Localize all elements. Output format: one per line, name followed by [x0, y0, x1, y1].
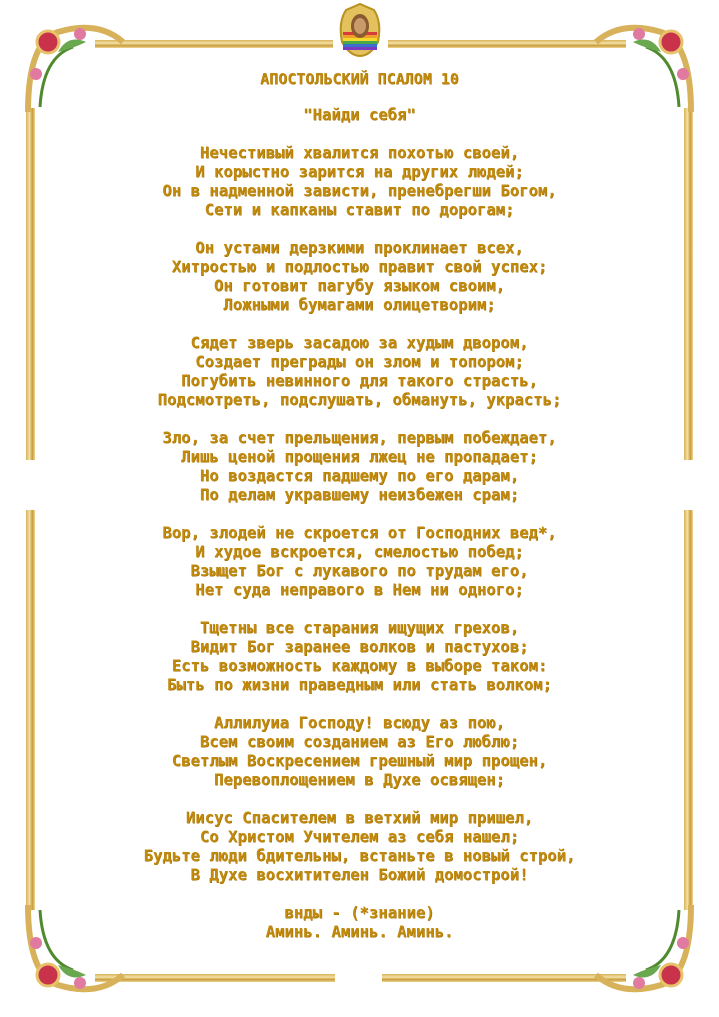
verse-line: Хитростью и подлостью правит свой успех; [171, 258, 548, 276]
verse-line: Вор, злодей не скроется от Господних вед*, [162, 524, 557, 542]
footnote: внды - (*знание) [284, 904, 435, 922]
psalm-text [40, 70, 679, 942]
verse-line: Лишь ценой прощения лжец не пропадает; [181, 448, 538, 466]
stanza [40, 334, 679, 410]
verse-line: И худое вскроется, смелостью побед; [195, 543, 524, 561]
verse-line: Всем своим созданием аз Его люблю; [199, 733, 520, 751]
verse-line: Он в надменной зависти, пренебрегши Богом, [162, 182, 557, 200]
verse-line: Сядет зверь засадою за худым двором, [190, 334, 529, 352]
stanza [40, 524, 679, 600]
verse-line: Но воздастся падшему по его дарам, [199, 467, 520, 485]
verse-line: Ложными бумагами олицетворим; [223, 296, 496, 314]
verse-line: Подсмотреть, подслушать, обмануть, украсть; [157, 391, 562, 409]
verse-line: Нет суда неправого в Нем ни одного; [195, 581, 524, 599]
verse-line: Со Христом Учителем аз себя нашел; [199, 828, 520, 846]
page-subtitle: "Найди себя" [303, 106, 416, 124]
verse-line: В Духе восхитителен Божий домострой! [190, 866, 529, 884]
verse-line: Будьте люди бдительны, встаньте в новый строй, [143, 847, 576, 865]
footer [40, 904, 679, 942]
frame-top-left-bar [95, 40, 333, 48]
frame-bottom-right-bar [382, 974, 626, 982]
verse-line: Тщетны все старания ищущих грехов, [199, 619, 520, 637]
verse-line: Он готовит пагубу языком своим, [213, 277, 506, 295]
frame-left-lower-bar [26, 510, 35, 910]
christ-medallion-icon [336, 2, 384, 58]
verse-line: Создает преграды он злом и топором; [195, 353, 524, 371]
verse-line: По делам укравшему неизбежен срам; [199, 486, 520, 504]
verse-line: Светлым Воскресением грешный мир прощен, [171, 752, 548, 770]
page-title: АПОСТОЛЬСКИЙ ПСАЛОМ 10 [260, 70, 459, 88]
verse-line: Видит Бог заранее волков и пастухов; [190, 638, 529, 656]
frame-bottom-left-bar [95, 974, 335, 982]
verse-line: Иисус Спасителем в ветхий мир пришел, [185, 809, 534, 827]
verse-line: Зло, за счет прельщения, первым побеждает, [162, 429, 557, 447]
frame-right-upper-bar [684, 108, 693, 460]
verse-line: Он устами дерзкими проклинает всех, [195, 239, 524, 257]
frame-left-upper-bar [26, 108, 35, 460]
stanza [40, 714, 679, 790]
frame-right-lower-bar [684, 510, 693, 910]
stanza [40, 144, 679, 220]
verse-line: Есть возможность каждому в выборе таком: [171, 657, 548, 675]
stanza [40, 239, 679, 315]
stanza [40, 619, 679, 695]
verse-line: Перевоплощением в Духе освящен; [213, 771, 506, 789]
stanza [40, 429, 679, 505]
verse-line: Сети и капканы ставит по дорогам; [204, 201, 515, 219]
verse-line: И корыстно зарится на других людей; [195, 163, 524, 181]
verse-line: Аллилуиа Господу! всюду аз пою, [213, 714, 506, 732]
closing-amen: Аминь. Аминь. Аминь. [265, 923, 454, 941]
verse-line: Взыщет Бог с лукавого по трудам его, [190, 562, 529, 580]
verse-line: Нечестивый хвалится похотью своей, [199, 144, 520, 162]
verse-line: Погубить невинного для такого страсть, [181, 372, 538, 390]
stanza [40, 809, 679, 885]
verse-line: Быть по жизни праведным или стать волком; [167, 676, 552, 694]
